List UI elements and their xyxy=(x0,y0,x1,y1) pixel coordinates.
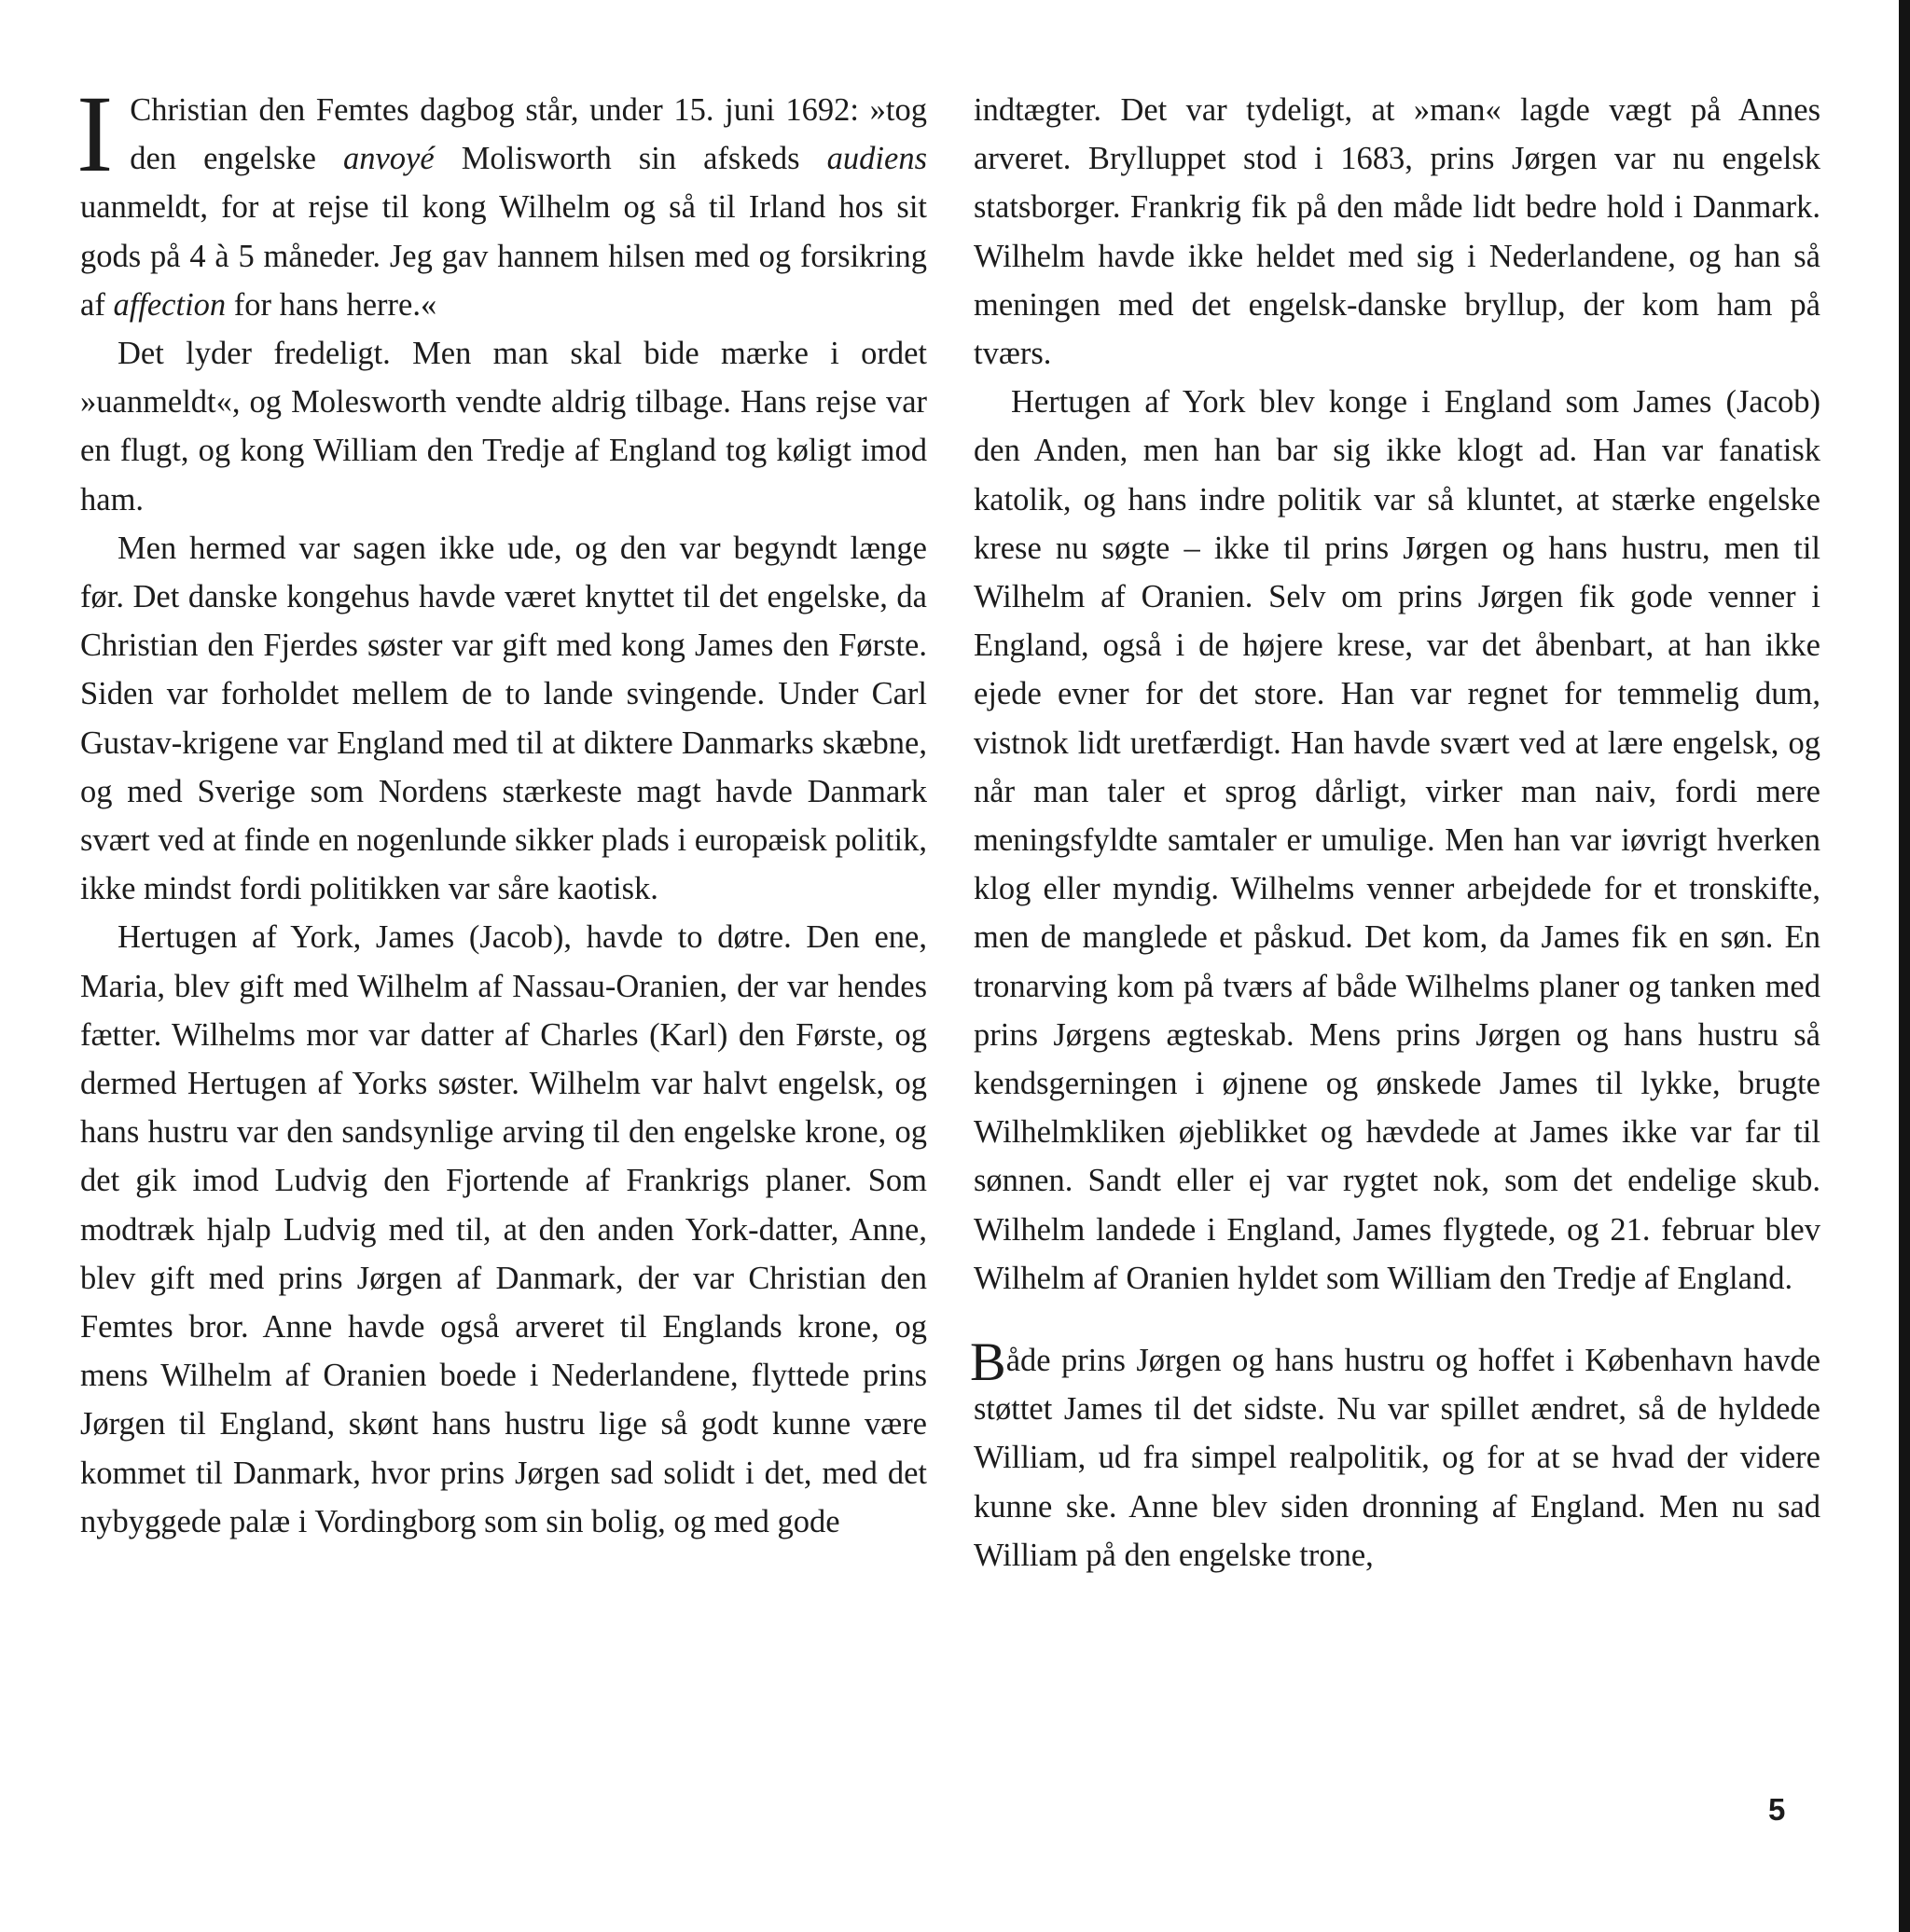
paragraph-continued: indtægter. Det var tydeligt, at »man« lagde vægt på Annes arveret. Brylluppet stod i 1683, prins Jørgen var nu engelsk statsborger. Frankrig fik på den måde lidt bedre hold i Danmark. Wilhelm havde ikke heldet med sig i Nederlandene, og han så meningen med det engelsk-danske bryllup, der kom ham på tværs. xyxy=(974,92,1820,372)
page-number: 5 xyxy=(1768,1792,1786,1827)
left-column xyxy=(76,73,927,1546)
page-edge xyxy=(1899,0,1910,1932)
drop-cap-b: B xyxy=(970,1332,1006,1393)
italic-anvoye: anvoyé xyxy=(342,141,435,177)
paragraph-4: Hertugen af York, James (Jacob), havde to døtre. Den ene, Maria, blev gift med Wilhelm af Nassau-Oranien, der var hendes fætter. Wilhelms mor var datter af Charles (Karl) den Første, og dermed Hertugen af Yorks søster. Wilhelm var halvt engelsk, og hans hustru var den sandsynlige arving til den engelske krone, og det gik imod Ludvig den Fjortende af Frankrigs planer. Som modtræk hjalp Ludvig med til, at den anden York-datter, Anne, blev gift med prins Jørgen af Danmark, der var Christian den Femtes bror. Anne havde også arveret til Englands krone, og mens Wilhelm af Oranien boede i Nederlandene, flyttede prins Jørgen til England, skønt hans hustru lige så godt kunne være kommet til Danmark, hvor prins Jørgen sad solidt i det, med det nybyggede palæ i Vordingborg som sin bolig, og med gode xyxy=(80,919,927,1539)
paragraph-3: Men hermed var sagen ikke ude, og den var begyndt længe før. Det danske kongehus havde været knyttet til det engelske, da Christian den Fjerdes søster var gift med kong James den Første. Siden var forholdet mellem de to lande svingende. Under Carl Gustav-krigene var England med til at diktere Danmarks skæbne, og med Sverige som Nordens stærkeste magt havde Danmark svært ved at finde en nogenlunde sikker plads i europæisk politik, ikke mindst fordi politikken var såre kaotisk. xyxy=(80,530,927,907)
paragraph-6 xyxy=(970,1332,1820,1580)
paragraph-6-text: åde prins Jørgen og hans hustru og hoffet i København havde støttet James til det sidste. Nu var spillet ændret, så de hyldede William, ud fra simpel realpolitik, og for at se hvad der videre kunne ske. Anne blev siden dronning af England. Men nu sad William på den engelske trone, xyxy=(974,1343,1820,1573)
paragraph-5: Hertugen af York blev konge i England som James (Jacob) den Anden, men han bar sig ikke klogt ad. Han var fanatisk katolik, og hans indre politik var så kluntet, at stærke engelske krese nu søgte – ikke til prins Jørgen og hans hustru, men til Wilhelm af Oranien. Selv om prins Jørgen fik gode venner i England, også i de højere krese, var det åbenbart, at han ikke ejede evner for det store. Han var regnet for temmelig dum, vistnok lidt uretfærdigt. Han havde svært ved at lære engelsk, og når man taler et sprog dårligt, virker man naiv, fordi mere meningsfyldte samtaler er umulige. Men han var iøvrigt hverken klog eller myndig. Wilhelms venner arbejdede for et tronskifte, men de manglede et påskud. Det kom, da James fik en søn. En tronarving kom på tværs af både Wilhelms planer og tanken med prins Jørgens ægteskab. Mens prins Jørgen og hans hustru så kendsgerningen i øjnene og ønskede James til lykke, brugte Wilhelmkliken øjeblikket og hævdede at James ikke var far til sønnen. Sandt eller ej var rygtet nok, som det endelige skub. Wilhelm landede i England, James flygtede, og 21. februar blev Wilhelm af Oranien hyldet som William den Tredje af England. xyxy=(974,384,1820,1296)
paragraph-1-text-a: Christian den Femtes dagbog står, under 15. juni 1692: »tog den engelske xyxy=(130,92,927,177)
drop-cap-i: I xyxy=(76,73,114,195)
paragraph-2: Det lyder fredeligt. Men man skal bide mærke i ordet »uanmeldt«, og Molesworth vendte aldrig tilbage. Hans rejse var en flugt, og kong William den Tredje af England tog køligt imod ham. xyxy=(80,336,927,518)
paragraph-1-text-d: for hans herre.« xyxy=(226,286,437,323)
paragraph-1-text-c: uanmeldt, for at rejse til kong Wilhelm og så til Irland hos sit gods på 4 à 5 måneder. Jeg gav hannem hilsen med og forsikring af xyxy=(80,189,927,323)
italic-audiens: audiens xyxy=(826,141,927,177)
paragraph-1-text-b: Molisworth sin afskeds xyxy=(434,141,827,177)
paragraph-1 xyxy=(76,73,927,329)
right-column xyxy=(970,86,1820,1580)
italic-affection: affection xyxy=(113,286,227,323)
